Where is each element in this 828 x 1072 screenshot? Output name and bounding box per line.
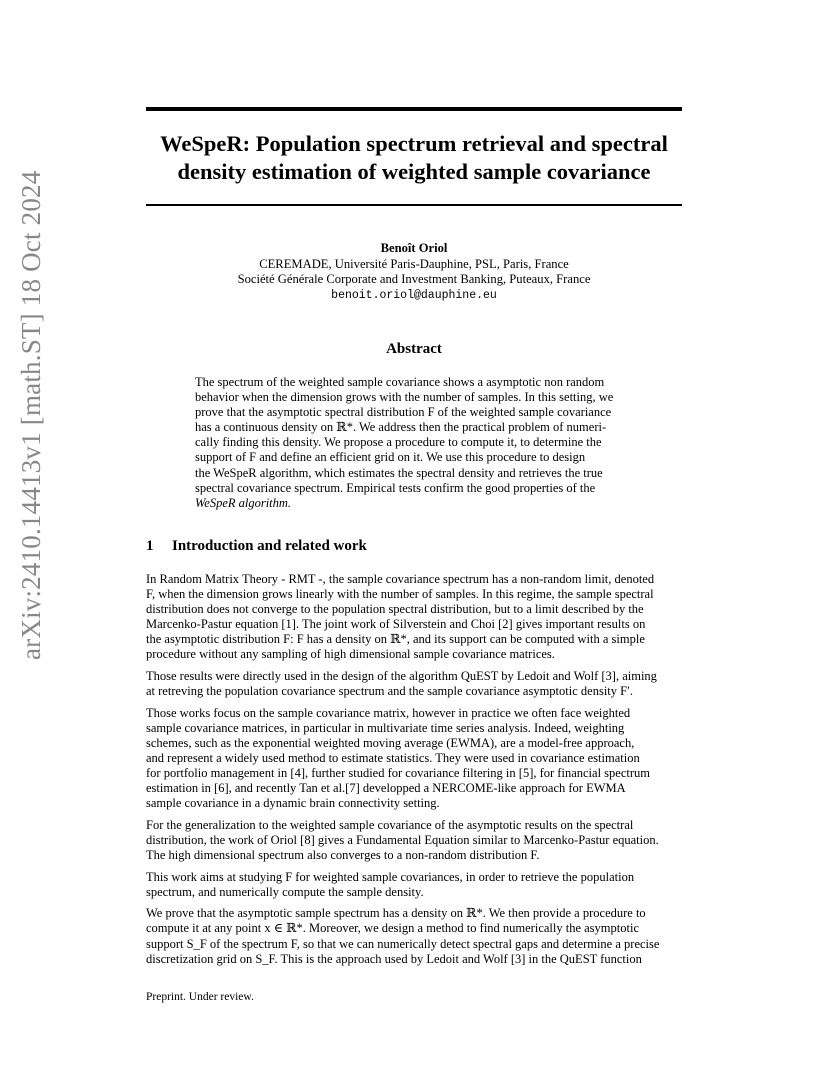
page-footer: Preprint. Under review. (146, 991, 254, 1003)
text-line: discretization grid on S_F. This is the approach used by Ledoit and Wolf [3] in the QuEST function (146, 951, 642, 966)
paragraph (146, 870, 684, 900)
text-line: In Random Matrix Theory - RMT -, the sample covariance spectrum has a non-random limit, denoted (146, 572, 655, 586)
author-affiliation-1: CEREMADE, Université Paris-Dauphine, PSL, Paris, France (259, 256, 569, 271)
title-line-1: WeSpeR: Population spectrum retrieval and spectral (160, 131, 668, 156)
text-line: procedure without any sampling of high dimensional sample covariance matrices. (146, 647, 555, 662)
abstract-line: has a continuous density on ℝ*. We address then the practical problem of numeri- (195, 420, 607, 435)
abstract-text (195, 375, 634, 511)
abstract-heading: Abstract (386, 341, 442, 357)
arxiv-side-label: arXiv:2410.14413v1 [math.ST] 18 Oct 2024 (16, 170, 46, 660)
abstract-line: prove that the asymptotic spectral distribution F of the weighted sample covariance (195, 405, 612, 420)
abstract-line: spectral covariance spectrum. Empirical tests confirm the good properties of the (195, 480, 596, 495)
abstract-line: WeSpeR algorithm. (195, 495, 292, 510)
text-line: We prove that the asymptotic sample spectrum has a density on ℝ*. We then provide a procedure to (146, 906, 646, 921)
text-line: compute it at any point x ∈ ℝ*. Moreover, we design a method to find numerically the asymptotic (146, 921, 639, 936)
paragraph (146, 706, 684, 812)
text-line: Those results were directly used in the design of the algorithm QuEST by Ledoit and Wolf [3], aiming (146, 669, 657, 684)
title-bottom-rule (146, 204, 682, 206)
text-line: The high dimensional spectrum also converges to a non-random distribution F. (146, 848, 540, 863)
text-line: support S_F of the spectrum F, so that we can numerically detect spectral gaps and determine a precise (146, 936, 660, 951)
paper-title (146, 130, 682, 186)
abstract-line: The spectrum of the weighted sample covariance shows a asymptotic non random (195, 375, 605, 389)
text-line: at retreving the population covariance spectrum and the sample covariance asymptotic density F′. (146, 684, 633, 699)
text-line: for portfolio management in [4], further studied for covariance filtering in [5], for financial spectrum (146, 766, 650, 781)
text-line: F, when the dimension grows linearly with the number of samples. In this regime, the sample spectral (146, 587, 654, 602)
section-number: 1 (146, 538, 154, 554)
paragraph (146, 818, 684, 863)
author-block (146, 241, 682, 303)
section-body (146, 572, 684, 973)
text-line: and represent a widely used method to estimate statistics. They were used in covariance estimation (146, 751, 640, 766)
abstract-line: cally finding this density. We propose a procedure to compute it, to determine the (195, 435, 602, 450)
section-heading (146, 538, 367, 555)
section-title: Introduction and related work (172, 538, 367, 554)
text-line: This work aims at studying F for weighted sample covariances, in order to retrieve the population (146, 869, 635, 884)
text-line: sample covariance in a dynamic brain connectivity setting. (146, 796, 440, 811)
author-email[interactable]: benoit.oriol@dauphine.eu (331, 288, 497, 302)
abstract-line: the WeSpeR algorithm, which estimates the spectral density and retrieves the true (195, 465, 603, 480)
title-top-rule (146, 107, 682, 111)
text-line: Those works focus on the sample covariance matrix, however in practice we often face weighted (146, 705, 631, 720)
text-line: sample covariance matrices, in particular in multivariate time series analysis. Indeed, weighting (146, 720, 625, 735)
text-line: the asymptotic distribution F: F has a density on ℝ*, and its support can be computed with a simple (146, 632, 645, 647)
text-line: estimation in [6], and recently Tan et al.[7] developped a NERCOME-like approach for EWMA (146, 781, 626, 796)
abstract-line: behavior when the dimension grows with the number of samples. In this setting, we (195, 390, 614, 405)
author-name: Benoît Oriol (380, 241, 448, 255)
text-line: Marcenko-Pastur equation [1]. The joint work of Silverstein and Choi [2] gives important results on (146, 617, 646, 632)
abstract-line: support of F and define an efficient grid on it. We use this procedure to design (195, 450, 586, 465)
text-line: distribution, the work of Oriol [8] gives a Fundamental Equation similar to Marcenko-Pastur equation. (146, 833, 659, 847)
paragraph (146, 906, 684, 966)
author-affiliation-2: Société Générale Corporate and Investment Banking, Puteaux, France (237, 272, 591, 286)
text-line: spectrum, and numerically compute the sample density. (146, 884, 424, 899)
title-line-2: density estimation of weighted sample covariance (177, 159, 651, 184)
text-line: schemes, such as the exponential weighted moving average (EWMA), are a model-free approach, (146, 735, 635, 750)
paragraph (146, 572, 684, 663)
text-line: distribution does not converge to the population spectral distribution, but to a limit described by the (146, 602, 644, 617)
paragraph (146, 669, 684, 699)
text-line: For the generalization to the weighted sample covariance of the asymptotic results on the spectral (146, 817, 634, 832)
